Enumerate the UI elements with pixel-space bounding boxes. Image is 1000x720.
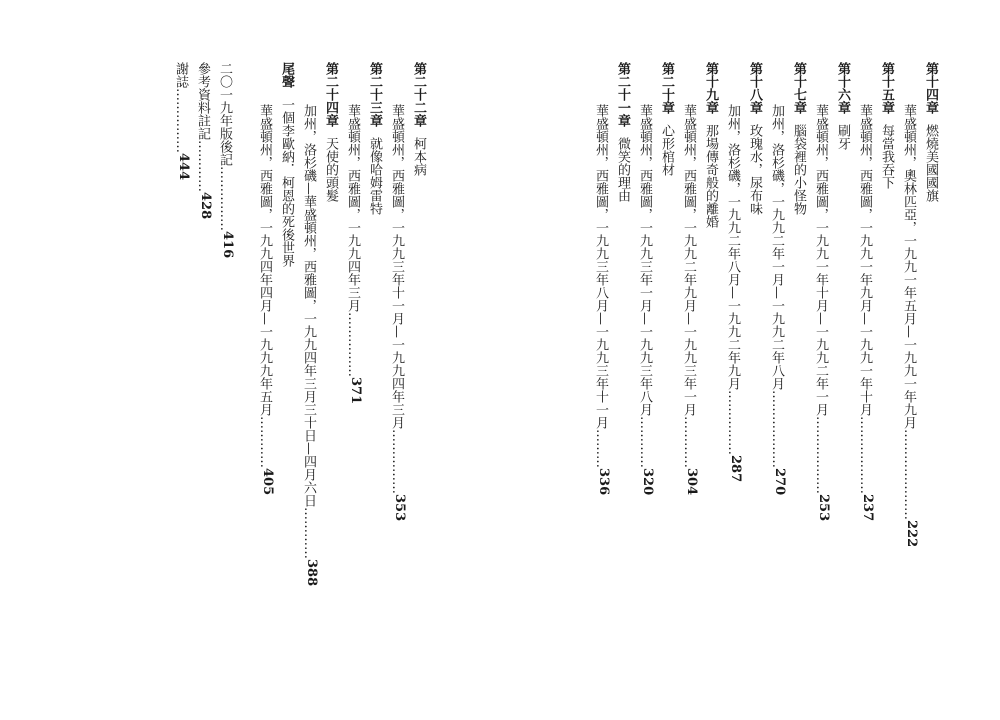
chapter-number: 第二十一章 <box>615 62 630 127</box>
chapter-number: 第十七章 <box>791 62 806 114</box>
leader-dots: ………… <box>637 416 652 468</box>
leader-dots: ………… <box>195 140 210 192</box>
page-number: 287 <box>728 455 743 483</box>
toc-entry-ch16-sub <box>814 104 830 521</box>
chapter-title: 一個李歐納．柯恩的死後世界 <box>279 98 294 267</box>
toc-entry-ch23-title <box>368 62 381 215</box>
entry-text: 二〇一九年版後記 <box>217 62 232 166</box>
entry-text: 華盛頓州，奧林匹亞，一九九一年五月—一九九一年九月 <box>901 104 916 429</box>
entry-text: 華盛頓州，西雅圖，一九九一年九月—一九九一年十月 <box>857 104 872 416</box>
chapter-title: 那場傳奇般的離婚 <box>703 124 718 228</box>
chapter-number: 第二十三章 <box>367 62 382 127</box>
chapter-title: 柯本病 <box>411 137 426 176</box>
leader-dots: ………… <box>301 507 316 559</box>
toc-entry-ch15-title <box>880 62 893 189</box>
toc-entry-ch18-title <box>748 62 761 215</box>
page-number: 428 <box>198 192 213 220</box>
toc-entry-epilogue-sub <box>258 104 274 495</box>
chapter-title: 就像哈姆雷特 <box>367 137 382 215</box>
page-number: 336 <box>596 468 611 496</box>
toc-entry-ch18-sub <box>726 104 742 482</box>
toc-entry-ch14-title <box>924 62 937 202</box>
toc-entry-ch17-title <box>792 62 805 215</box>
leader-dots: …………… <box>173 88 188 153</box>
toc-entry-ch17-sub <box>770 104 786 495</box>
toc-entry-notes <box>196 62 212 219</box>
leader-dots: ………… <box>257 416 272 468</box>
entry-text: 參考資料註記 <box>195 62 210 140</box>
toc-entry-epilogue-title <box>280 62 293 267</box>
entry-text: 華盛頓州，西雅圖，一九九三年一月—一九九三年八月 <box>637 104 652 416</box>
chapter-number: 尾聲 <box>279 62 294 88</box>
chapter-number: 第十八章 <box>747 62 762 114</box>
entry-text: 加州，洛杉磯，一九九二年一月—一九九二年八月 <box>769 104 784 390</box>
toc-entry-ch19-title <box>704 62 717 228</box>
toc-entry-ch22-title <box>412 62 425 176</box>
chapter-number: 第十九章 <box>703 62 718 114</box>
leader-dots: ……………… <box>813 416 828 494</box>
chapter-title: 刷牙 <box>835 124 850 150</box>
page-number: 222 <box>904 520 919 548</box>
entry-text: 加州，洛杉磯—華盛頓州，西雅圖，一九九四年三月三十日—四月六日 <box>301 104 316 507</box>
chapter-number: 第二十四章 <box>323 62 338 127</box>
leader-dots: ……………… <box>857 416 872 494</box>
toc-entry-afterword <box>218 62 234 258</box>
chapter-number: 第二十章 <box>659 62 674 114</box>
entry-text: 華盛頓州，西雅圖，一九九四年三月 <box>345 104 360 312</box>
chapter-number: 第十四章 <box>923 62 938 114</box>
toc-entry-ch23-sub <box>346 104 362 404</box>
toc-entry-ch22-sub <box>390 104 406 521</box>
toc-entry-ch15-sub <box>858 104 874 521</box>
toc-entry-ch19-sub <box>682 104 698 495</box>
page-number: 320 <box>640 468 655 496</box>
chapter-number: 第十五章 <box>879 62 894 114</box>
page-number: 444 <box>176 153 191 181</box>
chapter-title: 微笑的理由 <box>615 137 630 202</box>
toc-entry-ch24-sub <box>302 104 318 586</box>
chapter-title: 心形棺材 <box>659 124 674 176</box>
page-number: 353 <box>392 494 407 522</box>
leader-dots: …………… <box>389 429 404 494</box>
toc-entry-ch16-title <box>836 62 849 150</box>
entry-text: 華盛頓州，西雅圖，一九九三年十一月—一九九四年三月 <box>389 104 404 429</box>
entry-text: 華盛頓州，西雅圖，一九九三年八月—一九九三年十一月 <box>593 104 608 429</box>
toc-entry-ch21-sub <box>594 104 610 495</box>
leader-dots: ………………… <box>901 429 916 520</box>
page-number: 237 <box>860 494 875 522</box>
page-number: 405 <box>260 468 275 496</box>
entry-text: 華盛頓州，西雅圖，一九九一年十月—一九九二年一月 <box>813 104 828 416</box>
chapter-title: 腦袋裡的小怪物 <box>791 124 806 215</box>
toc-entry-ch20-title <box>660 62 673 176</box>
toc-entry-ch20-sub <box>638 104 654 495</box>
entry-text: 謝誌 <box>173 62 188 88</box>
page-number: 253 <box>816 494 831 522</box>
toc-entry-ch21-title <box>616 62 629 202</box>
entry-text: 華盛頓州，西雅圖，一九九四年四月—一九九九年五月 <box>257 104 272 416</box>
chapter-number: 第二十二章 <box>411 62 426 127</box>
chapter-title: 玫瑰水，尿布味 <box>747 124 762 215</box>
toc-entry-ch14-sub <box>902 104 918 547</box>
leader-dots: ……………… <box>769 390 784 468</box>
leader-dots: ………… <box>681 416 696 468</box>
chapter-title: 每當我吞下 <box>879 124 894 189</box>
toc-entry-ch24-title <box>324 62 337 202</box>
toc-entry-thanks <box>174 62 190 180</box>
entry-text: 華盛頓州，西雅圖，一九九二年九月—一九九三年一月 <box>681 104 696 416</box>
page-number: 416 <box>220 231 235 259</box>
page-number: 270 <box>772 468 787 496</box>
page-number: 388 <box>304 559 319 587</box>
leader-dots: ……… <box>593 429 608 468</box>
leader-dots: …………… <box>345 312 360 377</box>
page-number: 371 <box>348 377 363 405</box>
chapter-title: 天使的頭髮 <box>323 137 338 202</box>
leader-dots: …………… <box>725 390 740 455</box>
chapter-number: 第十六章 <box>835 62 850 114</box>
page-number: 304 <box>684 468 699 496</box>
entry-text: 加州，洛杉磯，一九九二年八月—一九九二年九月 <box>725 104 740 390</box>
chapter-title: 燃燒美國國旗 <box>923 124 938 202</box>
leader-dots: …………… <box>217 166 232 231</box>
